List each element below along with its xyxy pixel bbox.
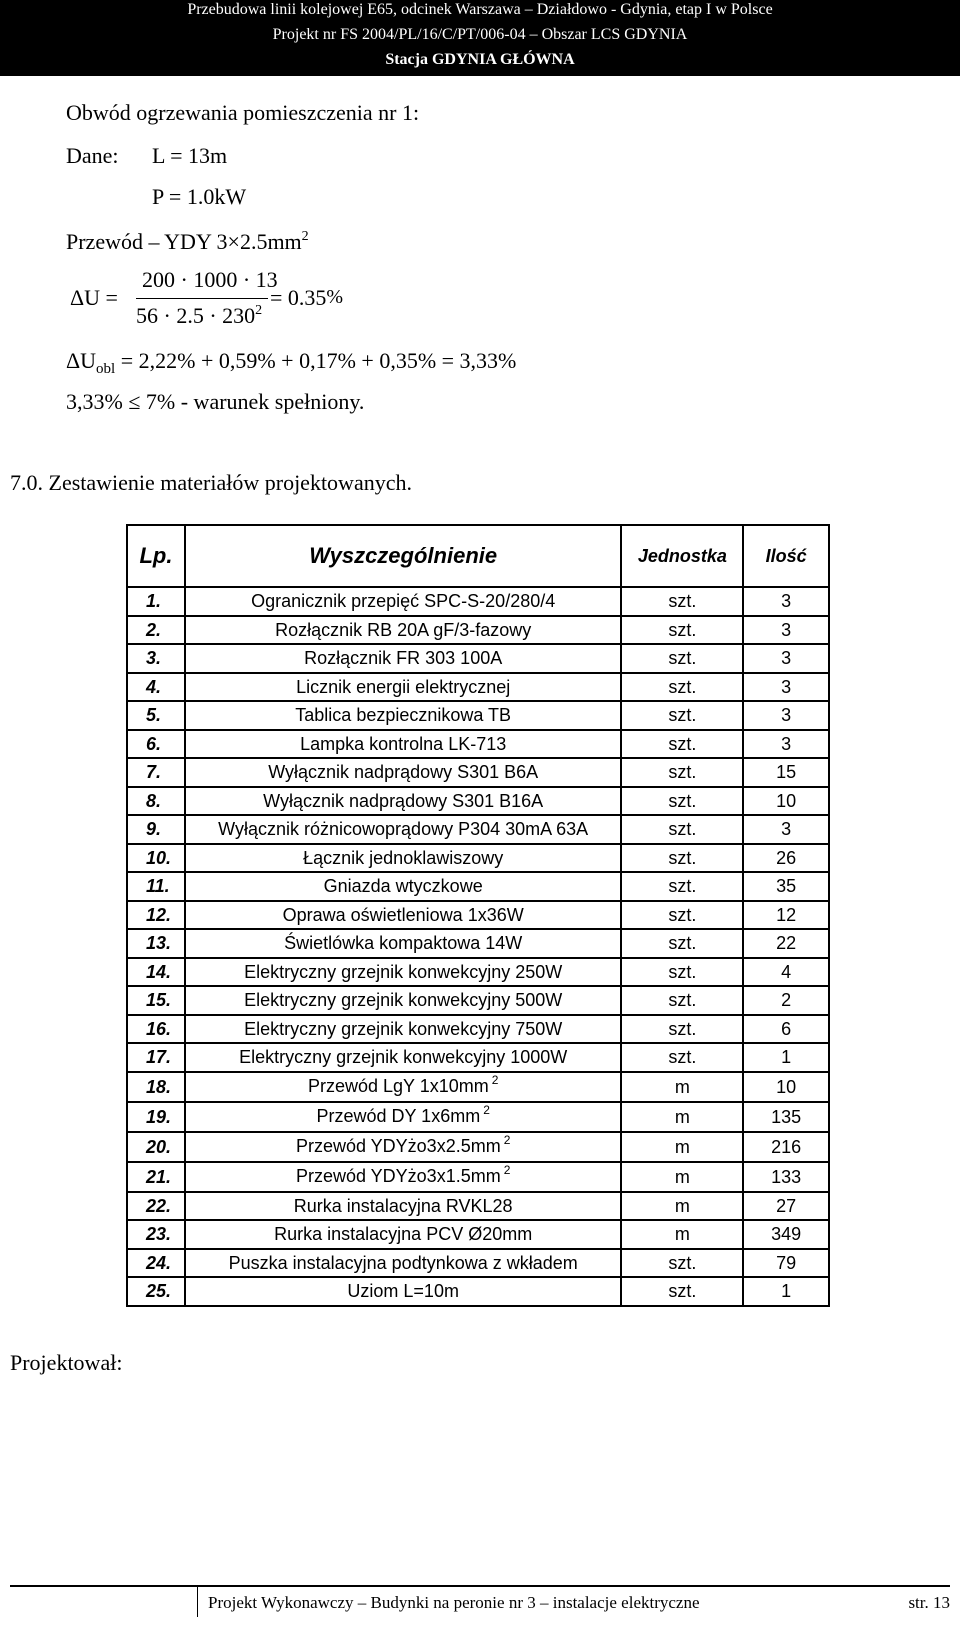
- row-qty: 3: [743, 616, 829, 645]
- table-row: [127, 701, 829, 730]
- footer-separator: [197, 1587, 198, 1617]
- row-item-name: [185, 1102, 622, 1132]
- row-item-superscript: 2: [491, 1072, 499, 1087]
- row-unit: szt.: [621, 1043, 743, 1072]
- table-row: [127, 616, 829, 645]
- table-row: [127, 986, 829, 1015]
- condition-text: 3,33% ≤ 7% - warunek spełniony.: [66, 389, 365, 414]
- table-row: [127, 1277, 829, 1306]
- row-unit: m: [621, 1162, 743, 1192]
- table-row: [127, 644, 829, 673]
- row-unit: szt.: [621, 958, 743, 987]
- row-lp: 4.: [127, 673, 185, 702]
- row-item-text: Elektryczny grzejnik konwekcyjny 750W: [244, 1018, 563, 1039]
- row-unit: szt.: [621, 587, 743, 616]
- row-lp: 5.: [127, 701, 185, 730]
- table-row: [127, 1015, 829, 1044]
- row-lp: 25.: [127, 1277, 185, 1306]
- table-row: [127, 673, 829, 702]
- du-result: [270, 285, 343, 311]
- row-item-name: [185, 958, 622, 987]
- row-unit: m: [621, 1072, 743, 1102]
- row-qty: 133: [743, 1162, 829, 1192]
- row-qty: 10: [743, 787, 829, 816]
- du-den-sup: 2: [255, 303, 263, 318]
- row-unit: szt.: [621, 901, 743, 930]
- cable-sup: 2: [301, 229, 309, 244]
- row-item-name: [185, 587, 622, 616]
- row-item-text: Wyłącznik nadprądowy S301 B16A: [263, 790, 544, 811]
- row-qty: 6: [743, 1015, 829, 1044]
- row-unit: szt.: [621, 616, 743, 645]
- cable-times: ×: [227, 229, 240, 254]
- row-item-name: [185, 644, 622, 673]
- row-lp: 14.: [127, 958, 185, 987]
- row-qty: 15: [743, 758, 829, 787]
- uobl-eq: = 2,22% + 0,59% + 0,17% + 0,35% = 3,33%: [120, 348, 517, 373]
- row-item-text: Wyłącznik nadprądowy S301 B6A: [268, 762, 539, 783]
- header-name: Wyszczególnienie: [185, 525, 622, 587]
- header-line-2: Projekt nr FS 2004/PL/16/C/PT/006-04 – Obszar LCS GDYNIA: [272, 26, 688, 43]
- row-item-text: Rozłącznik FR 303 100A: [304, 648, 503, 669]
- row-item-name: [185, 901, 622, 930]
- row-unit: szt.: [621, 929, 743, 958]
- row-item-name: [185, 1220, 622, 1249]
- du-denominator: [136, 303, 262, 329]
- header-qty: Ilość: [743, 525, 829, 587]
- row-qty: 3: [743, 730, 829, 759]
- page-number: str. 13: [908, 1593, 950, 1612]
- row-qty: 3: [743, 644, 829, 673]
- section-title: 7.0. Zestawienie materiałów projektowanych.: [10, 470, 412, 495]
- header-line-1: Przebudowa linii kolejowej E65, odcinek Warszawa – Działdowo - Gdynia, etap I w Polsce: [187, 1, 773, 18]
- table-row: [127, 1220, 829, 1249]
- table-row: [127, 1192, 829, 1221]
- row-item-text: Łącznik jednoklawiszowy: [303, 847, 504, 868]
- row-unit: szt.: [621, 673, 743, 702]
- row-item-name: [185, 929, 622, 958]
- row-qty: 3: [743, 815, 829, 844]
- row-item-name: [185, 1043, 622, 1072]
- cable-text: Przewód – YDY 3: [66, 229, 228, 254]
- table-row: [127, 1162, 829, 1192]
- table-row: [127, 844, 829, 873]
- du-lhs: ΔU =: [70, 285, 118, 310]
- du-numerator: 200 · 1000 · 13: [142, 267, 278, 292]
- given-power: P = 1.0kW: [152, 184, 247, 209]
- row-lp: 7.: [127, 758, 185, 787]
- row-qty: 79: [743, 1249, 829, 1278]
- row-item-name: [185, 787, 622, 816]
- row-item-text: Uziom L=10m: [347, 1281, 459, 1302]
- du-den-text: 56 · 2.5 · 230: [136, 303, 256, 328]
- row-lp: 18.: [127, 1072, 185, 1102]
- cable-size: 2.5mm: [239, 229, 302, 254]
- row-lp: 1.: [127, 587, 185, 616]
- row-item-text: Tablica bezpiecznikowa TB: [295, 705, 512, 726]
- row-lp: 22.: [127, 1192, 185, 1221]
- row-item-name: [185, 1192, 622, 1221]
- row-lp: 21.: [127, 1162, 185, 1192]
- header-line-3: Stacja GDYNIA GŁÓWNA: [385, 51, 575, 68]
- header-lp: Lp.: [127, 525, 185, 587]
- row-qty: 3: [743, 673, 829, 702]
- row-qty: 135: [743, 1102, 829, 1132]
- row-unit: m: [621, 1192, 743, 1221]
- row-item-name: [185, 616, 622, 645]
- table-row: [127, 587, 829, 616]
- row-item-name: [185, 1072, 622, 1102]
- row-unit: m: [621, 1102, 743, 1132]
- row-item-name: [185, 1015, 622, 1044]
- row-unit: szt.: [621, 1249, 743, 1278]
- row-qty: 216: [743, 1132, 829, 1162]
- row-item-text: Przewód YDYżo3x2.5mm: [295, 1135, 501, 1156]
- table-row: [127, 958, 829, 987]
- calc-title: Obwód ogrzewania pomieszczenia nr 1:: [66, 100, 420, 125]
- row-item-name: [185, 730, 622, 759]
- row-lp: 2.: [127, 616, 185, 645]
- row-lp: 24.: [127, 1249, 185, 1278]
- footer-rule: [10, 1585, 950, 1587]
- fraction-bar: [136, 298, 268, 299]
- row-unit: szt.: [621, 815, 743, 844]
- row-item-name: [185, 758, 622, 787]
- row-item-name: [185, 1249, 622, 1278]
- row-item-text: Przewód YDYżo3x1.5mm: [295, 1165, 501, 1186]
- row-item-name: [185, 844, 622, 873]
- row-qty: 3: [743, 701, 829, 730]
- row-item-text: Rurka instalacyjna PCV Ø20mm: [274, 1224, 533, 1245]
- row-item-name: [185, 1162, 622, 1192]
- row-item-text: Elektryczny grzejnik konwekcyjny 500W: [244, 990, 563, 1011]
- row-unit: szt.: [621, 844, 743, 873]
- given-label: Dane:: [66, 143, 119, 168]
- row-lp: 9.: [127, 815, 185, 844]
- row-unit: szt.: [621, 1277, 743, 1306]
- row-lp: 13.: [127, 929, 185, 958]
- row-item-text: Elektryczny grzejnik konwekcyjny 250W: [244, 961, 563, 982]
- row-item-text: Świetlówka kompaktowa 14W: [284, 933, 523, 954]
- row-lp: 16.: [127, 1015, 185, 1044]
- row-unit: szt.: [621, 872, 743, 901]
- row-lp: 3.: [127, 644, 185, 673]
- row-qty: 27: [743, 1192, 829, 1221]
- row-lp: 10.: [127, 844, 185, 873]
- row-item-text: Lampka kontrolna LK-713: [300, 733, 507, 754]
- table-row: [127, 1102, 829, 1132]
- row-lp: 20.: [127, 1132, 185, 1162]
- row-unit: szt.: [621, 787, 743, 816]
- row-item-text: Rurka instalacyjna RVKL28: [293, 1195, 513, 1216]
- designer-label: Projektował:: [10, 1350, 123, 1375]
- row-qty: 2: [743, 986, 829, 1015]
- row-item-text: Ogranicznik przepięć SPC-S-20/280/4: [251, 591, 556, 612]
- table-row: [127, 1249, 829, 1278]
- row-qty: 12: [743, 901, 829, 930]
- table-row: [127, 901, 829, 930]
- uobl-sub: obl: [96, 361, 116, 377]
- row-unit: m: [621, 1132, 743, 1162]
- row-qty: 10: [743, 1072, 829, 1102]
- document-header: [0, 0, 960, 76]
- footer-text: Projekt Wykonawczy – Budynki na peronie nr 3 – instalacje elektryczne: [208, 1593, 700, 1612]
- row-unit: szt.: [621, 701, 743, 730]
- row-qty: 349: [743, 1220, 829, 1249]
- row-lp: 11.: [127, 872, 185, 901]
- row-item-name: [185, 986, 622, 1015]
- table-row: [127, 872, 829, 901]
- row-lp: 6.: [127, 730, 185, 759]
- row-qty: 22: [743, 929, 829, 958]
- row-item-text: Rozłącznik RB 20A gF/3-fazowy: [275, 619, 532, 640]
- row-unit: m: [621, 1220, 743, 1249]
- row-item-name: [185, 1277, 622, 1306]
- row-lp: 23.: [127, 1220, 185, 1249]
- table-row: [127, 787, 829, 816]
- row-lp: 17.: [127, 1043, 185, 1072]
- row-qty: 4: [743, 958, 829, 987]
- row-item-text: Puszka instalacyjna podtynkowa z wkładem: [228, 1252, 578, 1273]
- row-qty: 26: [743, 844, 829, 873]
- table-row: [127, 1132, 829, 1162]
- du-pct: %: [326, 286, 344, 308]
- row-item-name: [185, 1132, 622, 1162]
- row-lp: 8.: [127, 787, 185, 816]
- given-length: L = 13m: [152, 143, 228, 168]
- cable-spec: [66, 229, 309, 255]
- du-res-text: = 0.35: [270, 285, 327, 310]
- row-unit: szt.: [621, 644, 743, 673]
- row-unit: szt.: [621, 986, 743, 1015]
- table-row: [127, 758, 829, 787]
- row-item-superscript: 2: [503, 1132, 511, 1147]
- voltage-drop-sum: [66, 348, 517, 377]
- row-item-superscript: 2: [483, 1102, 490, 1117]
- row-item-text: Przewód LgY 1x10mm: [307, 1075, 489, 1096]
- table-row: [127, 929, 829, 958]
- row-item-text: Gniazda wtyczkowe: [323, 876, 483, 897]
- uobl-delta: ΔU: [66, 348, 97, 373]
- row-item-text: Przewód DY 1x6mm: [316, 1105, 481, 1126]
- materials-table: [126, 524, 830, 1307]
- row-item-text: Wyłącznik różnicowoprądowy P304 30mA 63A: [218, 819, 589, 840]
- row-qty: 1: [743, 1277, 829, 1306]
- table-row: [127, 815, 829, 844]
- table-row: [127, 1043, 829, 1072]
- table-row: [127, 1072, 829, 1102]
- row-lp: 12.: [127, 901, 185, 930]
- table-header-row: [127, 525, 829, 587]
- header-unit: Jednostka: [621, 525, 743, 587]
- row-item-name: [185, 815, 622, 844]
- row-item-text: Elektryczny grzejnik konwekcyjny 1000W: [239, 1047, 568, 1068]
- row-lp: 15.: [127, 986, 185, 1015]
- row-item-name: [185, 701, 622, 730]
- row-item-text: Licznik energii elektrycznej: [296, 676, 511, 697]
- row-item-name: [185, 673, 622, 702]
- row-item-name: [185, 872, 622, 901]
- row-qty: 35: [743, 872, 829, 901]
- row-qty: 1: [743, 1043, 829, 1072]
- row-qty: 3: [743, 587, 829, 616]
- row-unit: szt.: [621, 1015, 743, 1044]
- row-unit: szt.: [621, 730, 743, 759]
- row-unit: szt.: [621, 758, 743, 787]
- row-lp: 19.: [127, 1102, 185, 1132]
- row-item-superscript: 2: [503, 1162, 511, 1177]
- row-item-text: Oprawa oświetleniowa 1x36W: [282, 904, 524, 925]
- table-row: [127, 730, 829, 759]
